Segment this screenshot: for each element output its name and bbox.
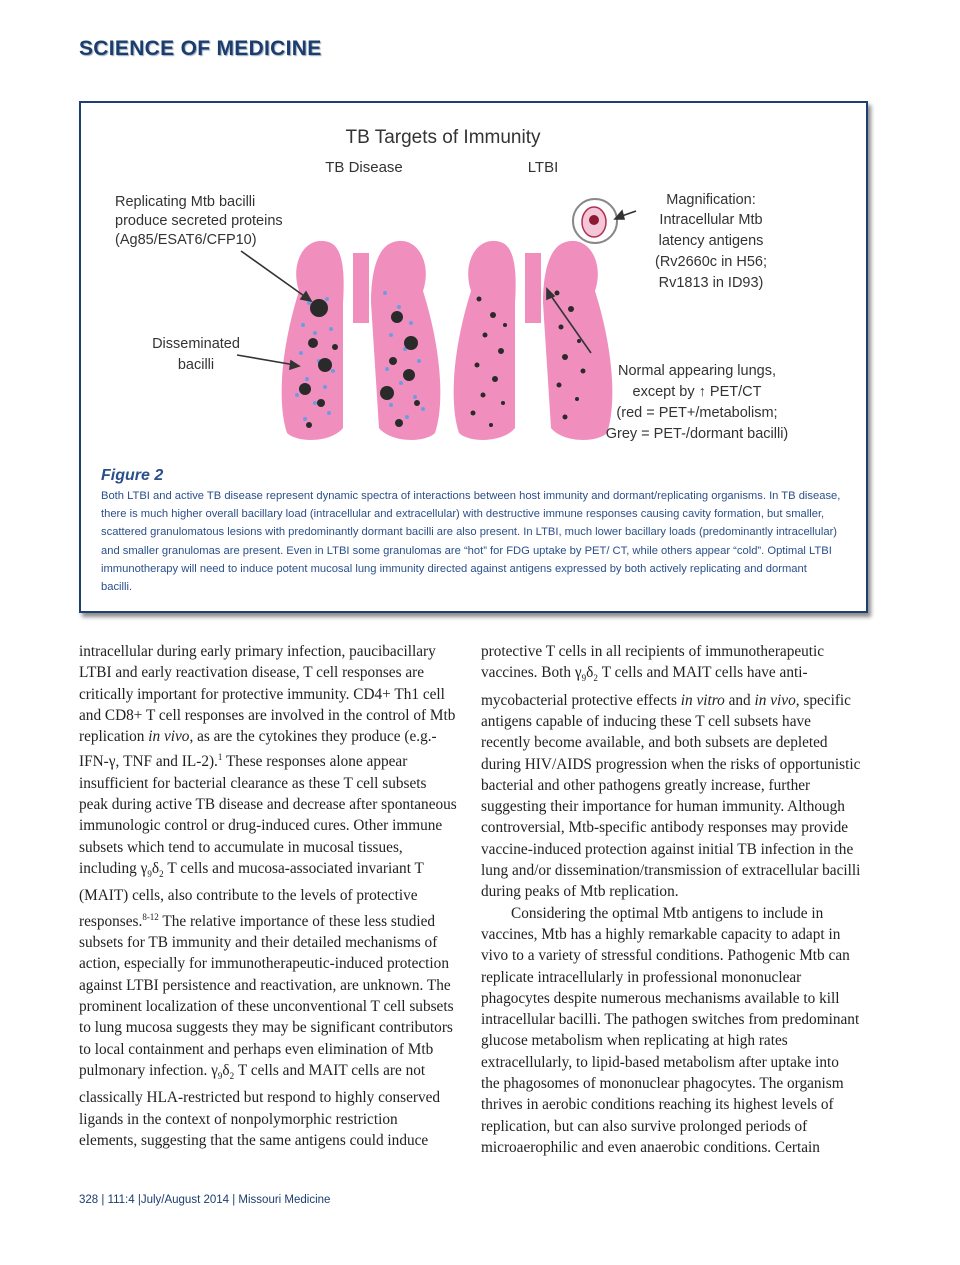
callout-replicating-line-2: produce secreted proteins [115,213,283,229]
tb-lungs-illustration [81,103,866,463]
figure-caption: Both LTBI and active TB disease represent dynamic spectra of interactions between host immunity and dormant/replicating organisms. In TB disease, there is much higher overall bacillary load (intracellular and extracellular) with destructive immune responses causing cavity formation, but smaller, scattered granulomatous lesions with predominantly dormant bacilli are also present. In LTBI, much lower bacillary loads (predominantly intracellular) and smaller granulomas are present. Even in LTBI some granulomas are “hot” for FDG uptake by PET/ CT, while others appear “cold”. Optimal LTBI immunotherapy will need to induce potent mucosal lung immunity directed against antigens expressed by both actively replicating and dormant bacilli. [101,490,841,594]
left-text-1: intracellular during early primary infection, paucibacillary LTBI and early reactivation disease, T cell responses are critically important for protective immunity. CD4+ Th1 cell and CD8+ T cell responses are involved in the control of Mtb replication [79,643,456,746]
sub-2: 2 [593,673,598,684]
right-text-1: protective T cells in all recipients of immunotherapeutic vaccines. Both [481,643,825,682]
right-text-and: and [724,691,755,709]
callout-normal-lungs [606,363,789,442]
ltbi-lungs [454,241,613,440]
callout-disseminated-line-2: bacilli [177,357,215,373]
callout-magnification-line-3: latency antigens [658,233,764,249]
callout-normal-line-1: Normal appearing lungs, [618,363,776,379]
right-text-2: T cells and MAIT cells have anti-mycobacterial protective effects [481,664,808,709]
left-text-6: T cells and MAIT cells are not classically HLA-restricted but respond to highly conserved ligands in the context of nonpolymorphic restriction elements, suggesting that the same antigens could induce [79,1061,441,1149]
ref-8-12: 8-12 [142,911,159,922]
page-footer: 328 | 111:4 |July/August 2014 | Missouri Medicine [79,1194,331,1206]
callout-magnification-line-4: (Rv2660c in H56; [654,254,768,270]
label-tb-disease: TB Disease [325,159,403,176]
gamma-symbol: γ [211,1061,218,1079]
section-header: SCIENCE OF MEDICINE [79,37,322,60]
right-paragraph-2: Considering the optimal Mtb antigens to include in vaccines, Mtb has a highly remarkable capacity to adapt in vivo to a variety of stressful conditions. Pathogenic Mtb can replicate intracellularly in professional mononuclear phagocytes despite numerous mechanisms available to kill intracellular bacilli. The pathogen switches from predominant glucose metabolism when replicating at high rates extracellularly, to lipid-based metabolism after uptake into the phagosomes of mononuclear phagocytes. The organism thrives in aerobic conditions reaching its highest levels of replication, but can also survive prolonged periods of microaerophilic and even anaerobic conditions. Certain [481,904,860,1156]
callout-replicating-line-3: (Ag85/ESAT6/CFP10) [115,232,257,248]
callout-normal-line-3: (red = PET+/metabolism; [616,405,778,421]
delta-symbol: δ [222,1061,230,1079]
gamma-symbol: γ [140,860,148,878]
em-in-vivo: in vivo [754,691,796,709]
callout-disseminated [152,336,240,373]
body-column-right [481,641,861,1158]
left-text-5: The relative importance of these less studied subsets for TB immunity and their detailed mechanisms of action, especially for immunotherapeutic-induced protection against LTBI persistence and reactivation, are unknown. The prominent localization of these unconventional T cell subsets to lung mucosa suggests they may be significant contributors to local containment and perhaps even elimination of Mtb pulmonary infection. [79,912,454,1079]
sub-9: 9 [147,869,152,880]
callout-magnification-line-2: Intracellular Mtb [659,212,763,228]
left-text-4: T cells and mucosa-associated invariant T (MAIT) cells, also contribute to the levels of protective responses. [79,860,424,930]
delta-symbol: δ [151,860,160,878]
left-text-2: , as are the cytokines they produce (e.g.-IFN-γ, TNF and IL-2). [79,728,437,771]
sub-9: 9 [217,1070,223,1081]
gamma-symbol: γ [574,664,582,682]
label-ltbi: LTBI [527,159,559,176]
left-em-in-vivo: in vivo [148,728,190,746]
sub-2: 2 [229,1070,235,1081]
figure-label: Figure 2 [101,467,164,484]
em-in-vitro: in vitro [680,691,725,709]
callout-normal-line-2: except by ↑ PET/CT [632,384,762,400]
callout-normal-line-4: Grey = PET-/dormant bacilli) [605,426,789,442]
left-text-3: These responses alone appear insufficient for bacterial clearance as these T cell subsets peak during active TB disease and decrease after spontaneous immunologic control or drug-induced cures. Other immune subsets which tend to accumulate in mucosal tissues, including [79,753,457,878]
body-column-left [79,641,459,1151]
right-paragraph-1 [481,641,861,903]
delta-symbol: δ [586,664,594,682]
figure-title: TB Targets of Immunity [345,127,541,148]
sub-9: 9 [581,673,587,684]
ref-1: 1 [217,752,223,763]
callout-magnification-line-5: Rv1813 in ID93) [658,275,764,291]
callout-magnification [655,192,767,291]
tb-disease-lungs [282,241,441,440]
sub-2: 2 [159,869,164,880]
magnified-cell-icon [573,199,617,243]
right-text-3: , specific antigens capable of inducing these T cell subsets have recently become available, and both subsets are depleted during HIV/AIDS progression when the risks of opportunistic bacterial and other pathogens greatly increase, further suggesting their importance for human immunity. Although controversial, Mtb-specific antibody responses may provide vaccine-induced protection against initial TB infection in the lung and/or dissemination/transmission of extracellular bacilli during peaks of Mtb replication. [481,691,861,901]
callout-magnification-line-1: Magnification: [666,192,756,208]
callout-replicating [115,194,283,248]
left-paragraph [79,641,459,1151]
figure-2-box [79,101,868,613]
callout-disseminated-line-1: Disseminated [152,336,240,352]
callout-replicating-line-1: Replicating Mtb bacilli [115,194,256,210]
